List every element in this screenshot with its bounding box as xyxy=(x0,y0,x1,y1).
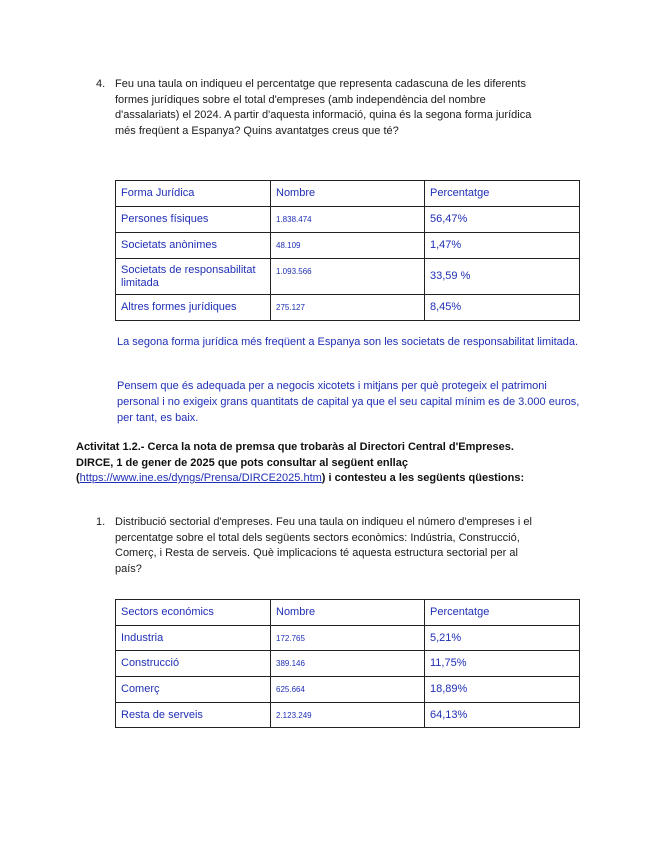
sectors-table xyxy=(115,599,580,728)
table-cell: Societats de responsabilitat limitada xyxy=(116,259,271,295)
activity-line: DIRCE, 1 de gener de 2025 que pots consultar al següent enllaç xyxy=(76,456,408,469)
question-line: Comerç, i Resta de serveis. Què implicacions té aquesta estructura sectorial per al xyxy=(115,547,518,559)
table-cell: Altres formes jurídiques xyxy=(116,295,271,321)
answer-paragraph-2: Pensem que és adequada per a negocis xicotets i mitjans per què protegeix el patrimoni personal i no exigeix grans quantitats de capital ya que el seu capital mínim es de 3.000 euros, per tant, es baix. xyxy=(117,380,580,424)
table-row xyxy=(116,626,580,651)
legal-forms-table xyxy=(115,180,580,321)
table-row xyxy=(116,295,580,321)
activity-line-rest: ) i contesteu a les següents qüestions: xyxy=(321,472,525,484)
table-cell: 389.146 xyxy=(271,651,425,677)
table-cell: Industria xyxy=(116,626,271,651)
activity-heading xyxy=(76,440,596,487)
question-4 xyxy=(96,77,596,141)
table-cell: Persones físiques xyxy=(116,207,271,233)
dirce-link[interactable]: https://www.ine.es/dyngs/Prensa/DIRCE2025.htm xyxy=(79,472,322,484)
table-header-row xyxy=(116,600,580,626)
table-row xyxy=(116,703,580,728)
table-cell: 2.123.249 xyxy=(271,703,425,728)
table-header-cell: Nombre xyxy=(271,600,425,626)
table-cell: 48.109 xyxy=(271,233,425,259)
table-cell: Societats anònimes xyxy=(116,233,271,259)
table-row xyxy=(116,259,580,295)
table-cell: 56,47% xyxy=(425,207,580,233)
table-cell: 33,59 % xyxy=(425,259,580,295)
table-cell: 64,13% xyxy=(425,703,580,728)
open-paren: ( xyxy=(76,472,80,484)
question-line: d'assalariats) el 2024. A partir d'aquesta informació, quina és la segona forma jurídica xyxy=(115,109,532,121)
question-1 xyxy=(96,515,596,579)
table-header-cell: Nombre xyxy=(271,181,425,207)
table-cell: 1.093.566 xyxy=(271,259,425,295)
table-cell: 8,45% xyxy=(425,295,580,321)
question-line: percentatge sobre el total dels següents sectors econòmics: Indústria, Construcció, xyxy=(115,531,520,544)
answer-paragraph-1: La segona forma jurídica més freqüent a Espanya son les societats de responsabilitat limitada. xyxy=(117,336,579,348)
activity-line xyxy=(76,471,596,487)
activity-line: Activitat 1.2.- Cerca la nota de premsa que trobaràs al Directori Central d'Empreses. xyxy=(76,441,514,453)
table-cell: 18,89% xyxy=(425,677,580,703)
question-number: 4. xyxy=(96,78,106,90)
table-header-cell: Percentatge xyxy=(425,600,580,626)
table-header-row xyxy=(116,181,580,207)
table-cell: 5,21% xyxy=(425,626,580,651)
question-number: 1. xyxy=(96,516,106,528)
question-line: país? xyxy=(115,562,142,575)
table-row xyxy=(116,677,580,703)
table-row xyxy=(116,207,580,233)
table-header-cell: Percentatge xyxy=(425,181,580,207)
table-cell: 625.664 xyxy=(271,677,425,703)
table-header-cell: Sectors económics xyxy=(116,600,271,626)
table-cell: 1.838.474 xyxy=(271,207,425,233)
question-line: més freqüent a Espanya? Quins avantatges creus que té? xyxy=(115,124,399,137)
table-cell: Construcció xyxy=(116,651,271,677)
table-cell: 1,47% xyxy=(425,233,580,259)
question-line: Distribució sectorial d'empreses. Feu una taula on indiqueu el número d'empreses i el xyxy=(115,516,532,528)
table-cell: Comerç xyxy=(116,677,271,703)
table-header-cell: Forma Jurídica xyxy=(116,181,271,207)
table-cell: 172.765 xyxy=(271,626,425,651)
table-cell: Resta de serveis xyxy=(116,703,271,728)
question-line: Feu una taula on indiqueu el percentatge que representa cadascuna de les diferents xyxy=(115,78,526,90)
table-row xyxy=(116,651,580,677)
table-cell: 275.127 xyxy=(271,295,425,321)
table-row xyxy=(116,233,580,259)
table-cell: 11,75% xyxy=(425,651,580,677)
question-line: formes jurídiques sobre el total d'empreses (amb independència del nombre xyxy=(115,93,486,106)
